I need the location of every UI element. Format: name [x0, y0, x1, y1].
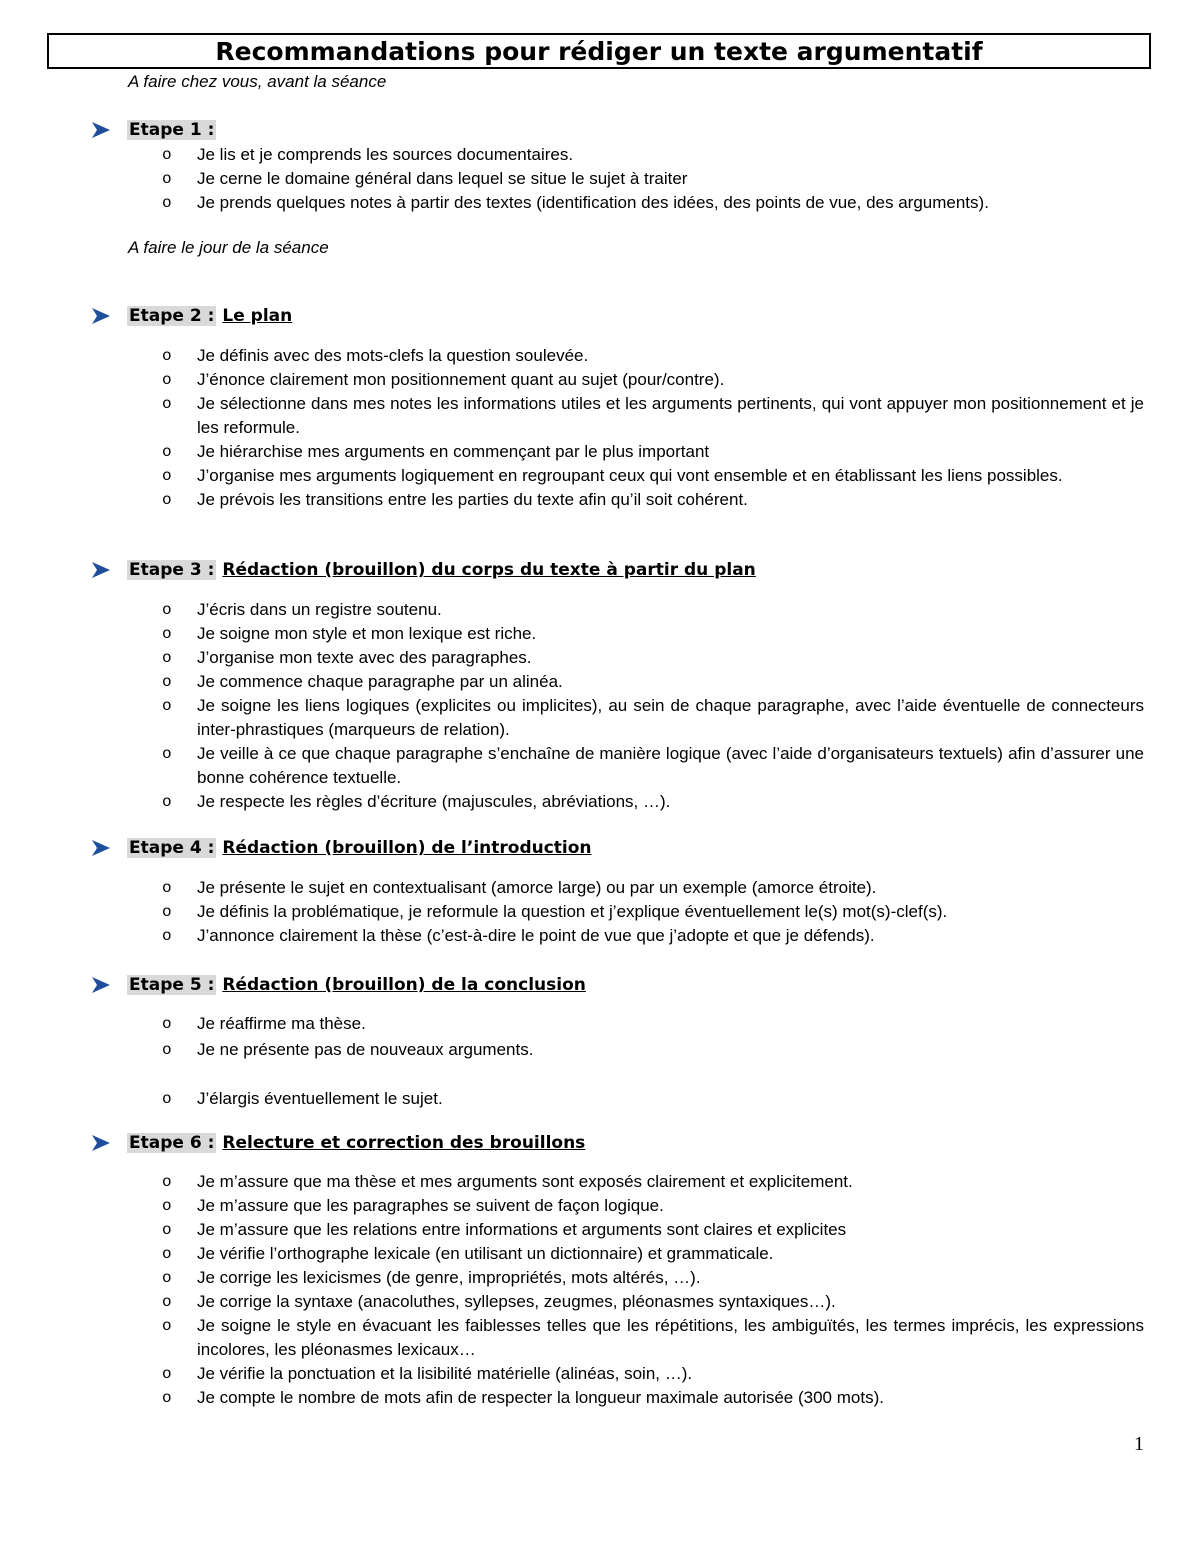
list-item: o Je hiérarchise mes arguments en commençant par le plus important	[162, 440, 1144, 464]
list-item: o Je cerne le domaine général dans lequel se situe le sujet à traiter	[162, 167, 1144, 191]
step-2-title: Le plan	[222, 306, 293, 326]
bullet-symbol: o	[162, 1365, 172, 1383]
bullet-symbol: o	[162, 1221, 172, 1239]
step-4-heading	[90, 836, 592, 860]
arrow-bullet-icon	[90, 120, 112, 140]
list-item: o Je ne présente pas de nouveaux arguments.	[162, 1038, 1144, 1062]
list-item: o Je soigne mon style et mon lexique est riche.	[162, 622, 1144, 646]
arrow-bullet-icon	[90, 1133, 112, 1153]
step-4-label: Etape 4 :	[129, 838, 215, 858]
list-item: o Je commence chaque paragraphe par un alinéa.	[162, 670, 1144, 694]
bullet-symbol: o	[162, 146, 172, 164]
list-item: o Je vérifie l’orthographe lexicale (en utilisant un dictionnaire) et grammaticale.	[162, 1242, 1144, 1266]
step-5-title: Rédaction (brouillon) de la conclusion	[222, 975, 586, 995]
bullet-symbol: o	[162, 649, 172, 667]
list-item: o Je soigne le style en évacuant les faiblesses telles que les répétitions, les ambiguïtés, les termes imprécis, les expressions incolores, les pléonasmes lexicaux…	[162, 1316, 1144, 1359]
bullet-symbol: o	[162, 395, 172, 413]
step-2-list	[162, 344, 1144, 512]
arrow-bullet-icon	[90, 838, 112, 858]
list-item: o Je présente le sujet en contextualisant (amorce large) ou par un exemple (amorce étroite).	[162, 876, 1144, 900]
list-item: o J’élargis éventuellement le sujet.	[162, 1087, 1144, 1111]
bullet-symbol: o	[162, 1293, 172, 1311]
step-5-label: Etape 5 :	[129, 975, 215, 995]
bullet-symbol: o	[162, 1090, 172, 1108]
step-5-heading	[90, 973, 586, 997]
step-3-label: Etape 3 :	[129, 560, 215, 580]
step-4-list	[162, 876, 1144, 948]
bullet-symbol: o	[162, 491, 172, 509]
list-item: o J’organise mes arguments logiquement en regroupant ceux qui vont ensemble et en établissant les liens possibles.	[162, 464, 1144, 488]
bullet-symbol: o	[162, 745, 172, 763]
list-item: o Je définis avec des mots-clefs la question soulevée.	[162, 344, 1144, 368]
step-1-list	[162, 143, 1144, 215]
list-item: o Je m’assure que les paragraphes se suivent de façon logique.	[162, 1194, 1144, 1218]
bullet-symbol: o	[162, 170, 172, 188]
list-item: o Je réaffirme ma thèse.	[162, 1012, 1144, 1036]
list-item: o Je corrige la syntaxe (anacoluthes, syllepses, zeugmes, pléonasmes syntaxiques…).	[162, 1290, 1144, 1314]
list-item: o Je vérifie la ponctuation et la lisibilité matérielle (alinéas, soin, …).	[162, 1362, 1144, 1386]
step-1-heading	[90, 118, 216, 142]
list-item: o J’énonce clairement mon positionnement quant au sujet (pour/contre).	[162, 368, 1144, 392]
bullet-symbol: o	[162, 443, 172, 461]
bullet-symbol: o	[162, 1197, 172, 1215]
bullet-symbol: o	[162, 903, 172, 921]
bullet-symbol: o	[162, 347, 172, 365]
step-3-title: Rédaction (brouillon) du corps du texte à partir du plan	[222, 560, 756, 580]
list-item: o Je corrige les lexicismes (de genre, impropriétés, mots altérés, …).	[162, 1266, 1144, 1290]
bullet-symbol: o	[162, 697, 172, 715]
step-5-list	[162, 1012, 1144, 1111]
bullet-symbol: o	[162, 1389, 172, 1407]
bullet-symbol: o	[162, 1317, 172, 1335]
page-number: 1	[1134, 1433, 1144, 1455]
list-item: o Je veille à ce que chaque paragraphe s’enchaîne de manière logique (avec l’aide d’organisateurs textuels) afin d’assurer une bonne cohérence textuelle.	[162, 744, 1144, 787]
bullet-symbol: o	[162, 879, 172, 897]
list-item: o Je respecte les règles d’écriture (majuscules, abréviations, …).	[162, 790, 1144, 814]
list-item: o Je prends quelques notes à partir des textes (identification des idées, des points de vue, des arguments).	[162, 191, 1144, 215]
list-item: o Je lis et je comprends les sources documentaires.	[162, 143, 1144, 167]
list-item: o J’écris dans un registre soutenu.	[162, 598, 1144, 622]
bullet-symbol: o	[162, 371, 172, 389]
arrow-bullet-icon	[90, 306, 112, 326]
step-1-label: Etape 1 :	[129, 120, 215, 140]
bullet-symbol: o	[162, 793, 172, 811]
step-2-heading	[90, 304, 292, 328]
list-item: o Je soigne les liens logiques (explicites ou implicites), au sein de chaque paragraphe, avec l’aide éventuelle de connecteurs inter-phrastiques (marqueurs de relation).	[162, 696, 1144, 739]
bullet-symbol: o	[162, 1015, 172, 1033]
step-4-title: Rédaction (brouillon) de l’introduction	[222, 838, 592, 858]
step-6-list	[162, 1170, 1144, 1410]
bullet-symbol: o	[162, 601, 172, 619]
bullet-symbol: o	[162, 1245, 172, 1263]
step-3-list	[162, 598, 1144, 814]
note-session-day: A faire le jour de la séance	[128, 238, 329, 257]
bullet-symbol: o	[162, 467, 172, 485]
bullet-symbol: o	[162, 1173, 172, 1191]
bullet-symbol: o	[162, 1269, 172, 1287]
list-item: o Je compte le nombre de mots afin de respecter la longueur maximale autorisée (300 mots).	[162, 1386, 1144, 1410]
step-6-label: Etape 6 :	[129, 1133, 215, 1153]
step-3-heading	[90, 558, 756, 582]
step-6-title: Relecture et correction des brouillons	[222, 1133, 586, 1153]
bullet-symbol: o	[162, 194, 172, 212]
list-item: o Je m’assure que ma thèse et mes arguments sont exposés clairement et explicitement.	[162, 1170, 1144, 1194]
bullet-symbol: o	[162, 673, 172, 691]
page-title: Recommandations pour rédiger un texte argumentatif	[47, 33, 1151, 69]
step-6-heading	[90, 1131, 585, 1155]
arrow-bullet-icon	[90, 560, 112, 580]
bullet-symbol: o	[162, 625, 172, 643]
list-item: o Je prévois les transitions entre les parties du texte afin qu’il soit cohérent.	[162, 488, 1144, 512]
list-item: o Je m’assure que les relations entre informations et arguments sont claires et explicites	[162, 1218, 1144, 1242]
arrow-bullet-icon	[90, 975, 112, 995]
list-item: o J’annonce clairement la thèse (c’est-à-dire le point de vue que j’adopte et que je défends).	[162, 924, 1144, 948]
note-before-session: A faire chez vous, avant la séance	[128, 72, 387, 91]
list-item: o J’organise mon texte avec des paragraphes.	[162, 646, 1144, 670]
list-item: o Je sélectionne dans mes notes les informations utiles et les arguments pertinents, qui vont appuyer mon positionnement et je les reformule.	[162, 394, 1144, 437]
list-item: o Je définis la problématique, je reformule la question et j’explique éventuellement le(s) mot(s)-clef(s).	[162, 900, 1144, 924]
bullet-symbol: o	[162, 927, 172, 945]
step-2-label: Etape 2 :	[129, 306, 215, 326]
bullet-symbol: o	[162, 1041, 172, 1059]
